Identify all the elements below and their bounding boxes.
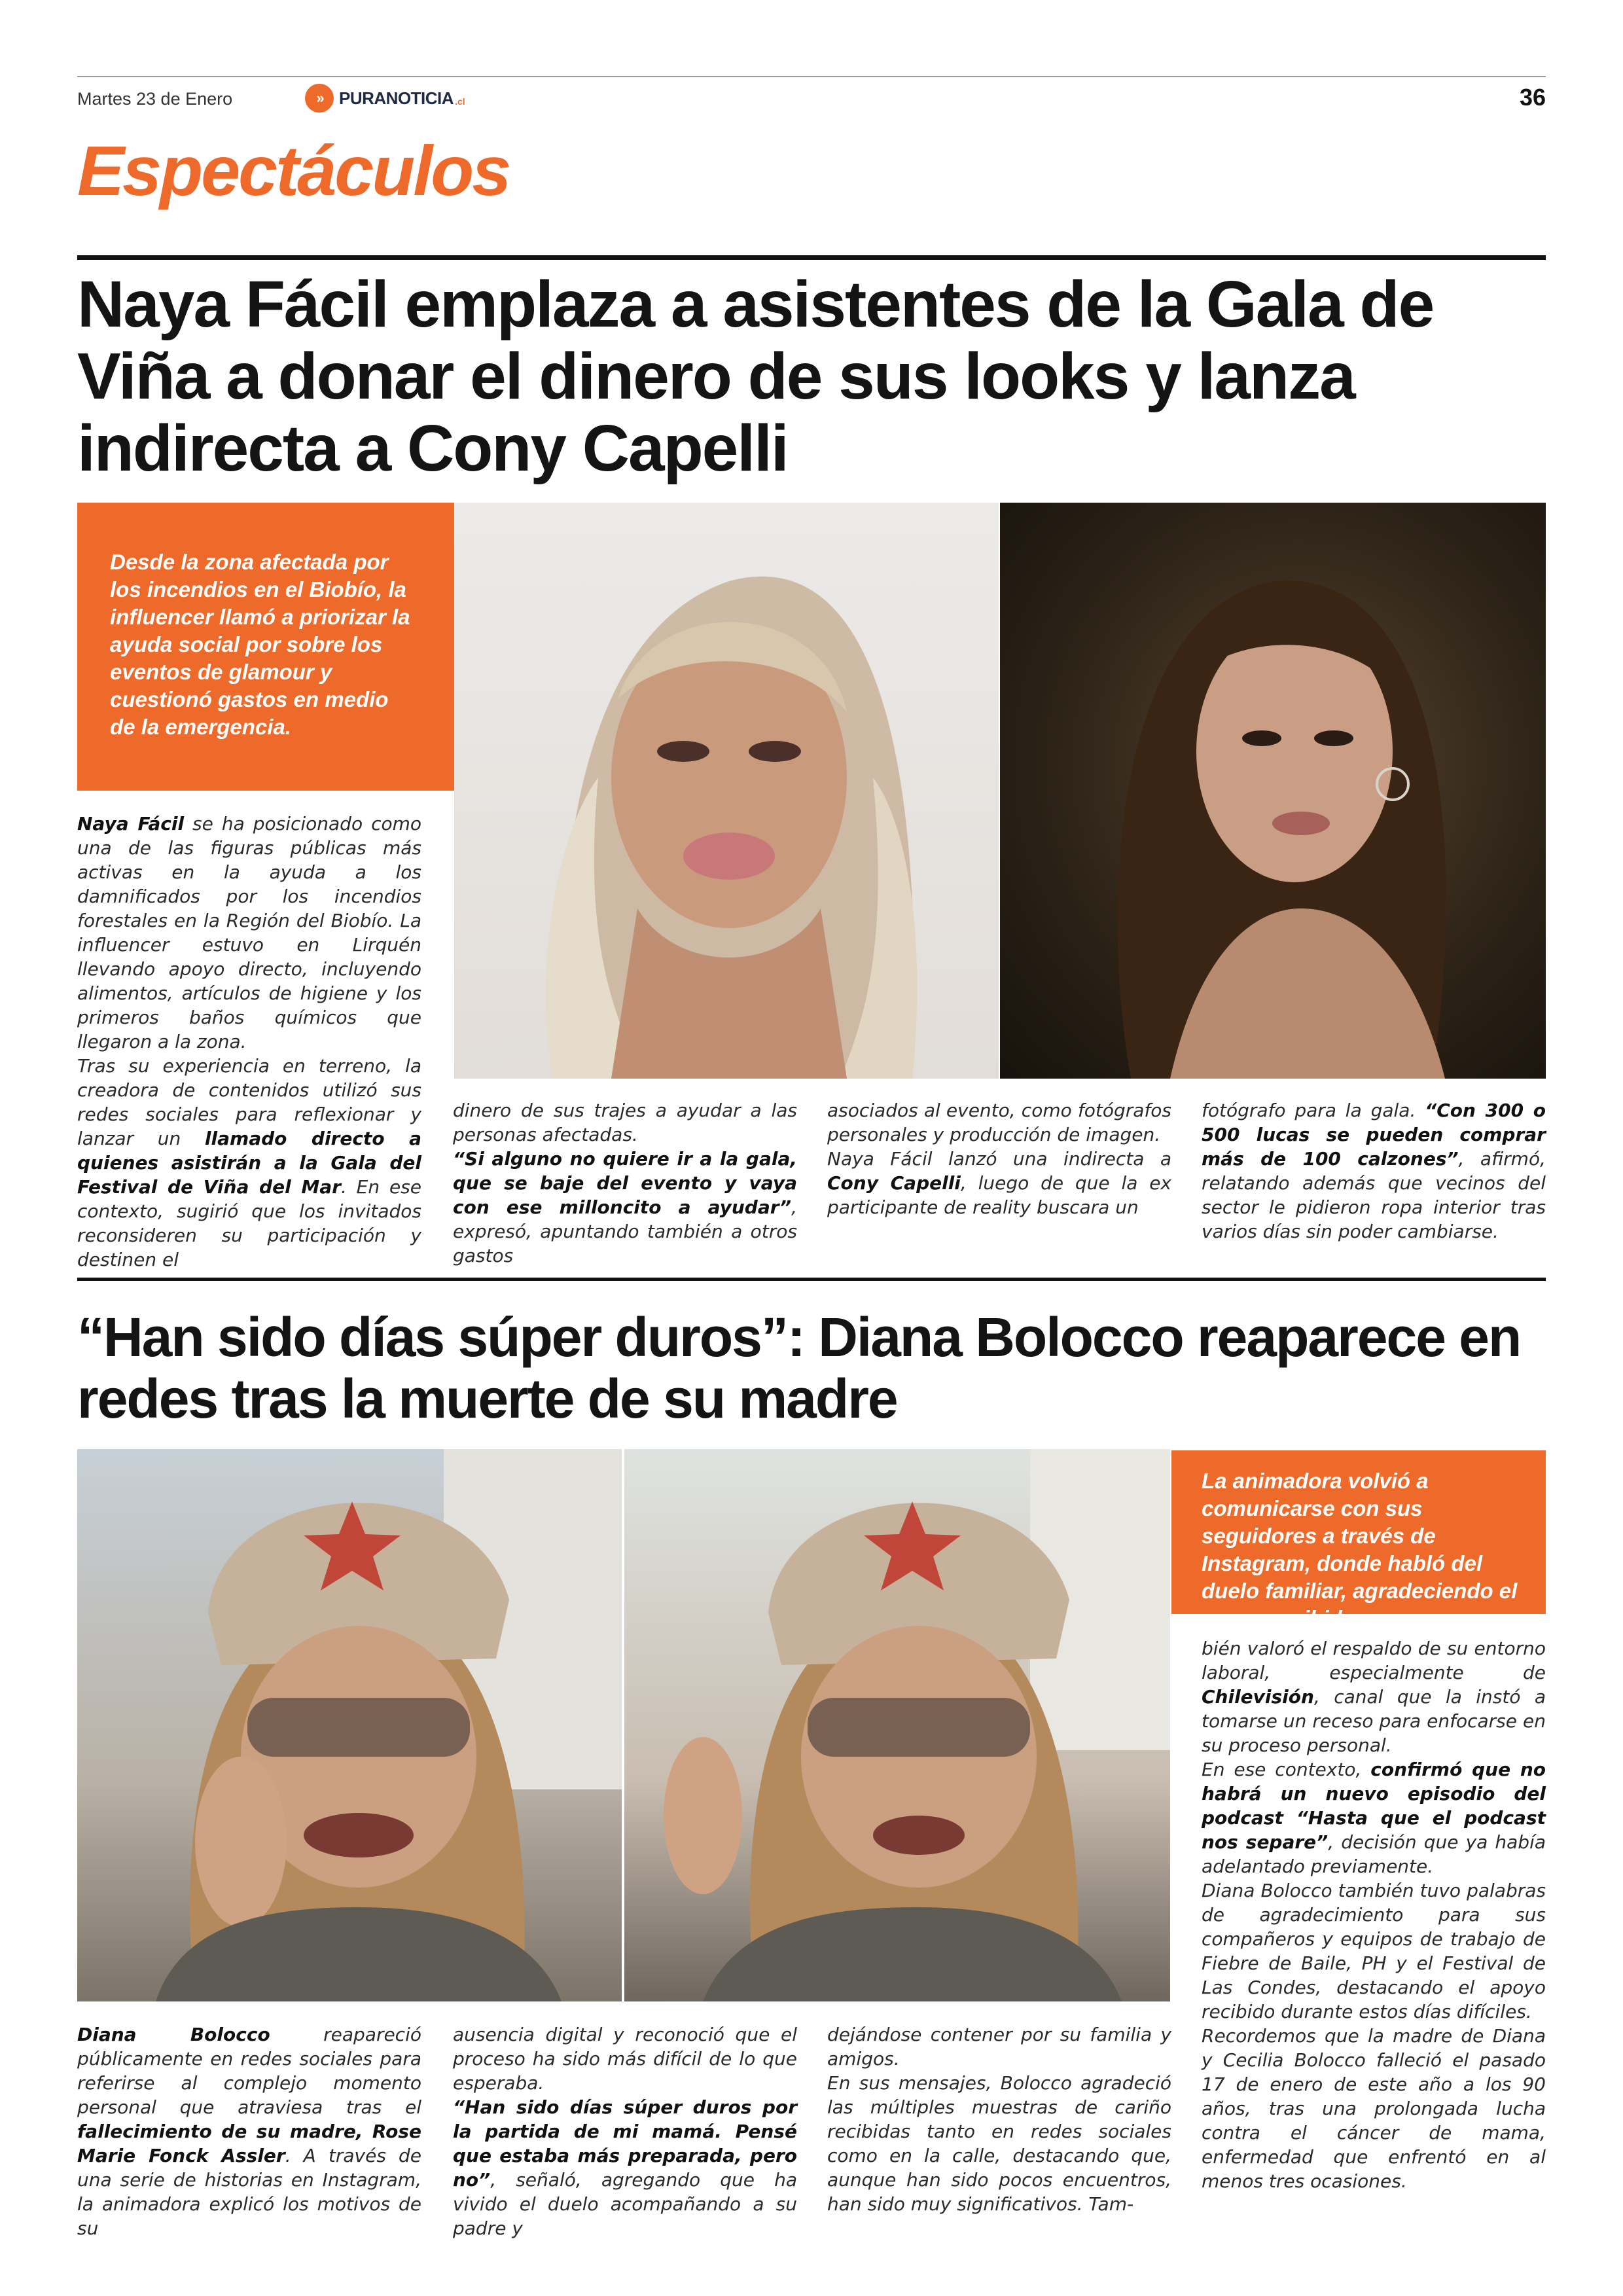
article1-column-3: asociados al evento, como fotógrafos personales y producción de imagen. Naya Fácil lanzó una indirecta a Cony Capelli, luego de que la ex participante de reality buscara un xyxy=(827,1100,1171,1218)
logo-text: PURANOTICIA xyxy=(339,88,454,108)
diana-bolocco-photo-1 xyxy=(77,1449,622,2001)
logo-arrows-icon: » xyxy=(305,84,334,113)
article-divider xyxy=(77,1278,1546,1281)
cony-capelli-photo xyxy=(1000,503,1546,1079)
section-title: Espectáculos xyxy=(77,131,510,210)
article2-column-2: ausencia digital y reconoció que el proceso ha sido más difícil de lo que esperaba. “Han sido días súper duros por la partida de mi mamá. Pensé que estaba más preparada, pero no”, señaló, agregando que ha vivido el duelo acompañando a su padre y xyxy=(453,2024,797,2239)
naya-facil-photo xyxy=(454,503,999,1079)
article2-callout: La animadora volvió a comunicarse con sus seguidores a través de Instagram, donde habló del duelo familiar, agradeciendo el apoyo recibido. xyxy=(1171,1450,1546,1614)
publication-logo[interactable] xyxy=(305,84,465,113)
article2-column-4: bién valoró el respaldo de su entorno laboral, especialmente de Chilevisión, canal que la instó a tomarse un receso para enfocarse en su proceso personal. En ese contexto, confirmó que no habrá un nuevo episodio del podcast “Hasta que el podcast nos separe”, decisión que ya había adelantado previamente. Diana Bolocco también tuvo palabras de agradecimiento para sus compañeros y equipos de trabajo de Fiebre de Baile, PH y el Festival de Las Condes, destacando el apoyo recibido durante estos días difíciles. Recordemos que la madre de Diana y Cecilia Bolocco falleció el pasado 17 de enero de este año a los 90 años, tras una prolongada lucha contra el cáncer de mama, enfermedad que enfrentó en al menos tres ocasiones. xyxy=(1202,1638,1546,2192)
diana-bolocco-photo-2 xyxy=(624,1449,1170,2001)
article2-headline: “Han sido días súper duros”: Diana Bolocco reaparece en redes tras la muerte de su madre xyxy=(77,1306,1521,1429)
article1-column-4: fotógrafo para la gala. “Con 300 o 500 lucas se pueden comprar más de 100 calzones”, afirmó, relatando además que vecinos del sector le pidieron ropa interior tras varios días sin poder cambiarse. xyxy=(1202,1100,1546,1242)
top-rule xyxy=(77,76,1546,77)
article1-headline: Naya Fácil emplaza a asistentes de la Gala de Viña a donar el dinero de sus looks y lanza indirecta a Cony Capelli xyxy=(77,268,1434,485)
article1-callout: Desde la zona afectada por los incendios en el Biobío, la influencer llamó a priorizar la ayuda social por sobre los eventos de glamour y cuestionó gastos en medio de la emergencia. xyxy=(77,503,454,791)
issue-date: Martes 23 de Enero xyxy=(77,89,233,109)
logo-suffix: .cl xyxy=(455,96,465,107)
page-number: 36 xyxy=(1519,84,1546,111)
article-divider xyxy=(77,255,1546,260)
article1-column-2: dinero de sus trajes a ayudar a las personas afectadas. “Si alguno no quiere ir a la gala, que se baje del evento y vaya con ese milloncito a ayudar”, expresó, apuntando también a otros gastos xyxy=(453,1100,797,1266)
article1-column-1: Naya Fácil se ha posicionado como una de las figuras públicas más activas en la ayuda a los damnificados por los incendios forestales en la Región del Biobío. La influencer estuvo en Lirquén llevando apoyo directo, incluyendo alimentos, artículos de higiene y los primeros baños químicos que llegaron a la zona. Tras su experiencia en terreno, la creadora de contenidos utilizó sus redes sociales para reflexionar y lanzar un llamado directo a quienes asistirán a la Gala del Festival de Viña del Mar. En ese contexto, sugirió que los invitados reconsideren su participación y destinen el xyxy=(77,813,421,1270)
article2-column-1: Diana Bolocco reapareció públicamente en redes sociales para referirse al complejo momento personal que atraviesa tras el fallecimiento de su madre, Rose Marie Fonck Assler. A través de una serie de historias en Instagram, la animadora explicó los motivos de su xyxy=(77,2024,421,2239)
article2-column-3: dejándose contener por su familia y amigos. En sus mensajes, Bolocco agradeció las múltiples muestras de cariño recibidas tanto en redes sociales como en la calle, destacando que, aunque han sido pocos encuentros, han sido muy significativos. Tam- xyxy=(827,2024,1171,2215)
